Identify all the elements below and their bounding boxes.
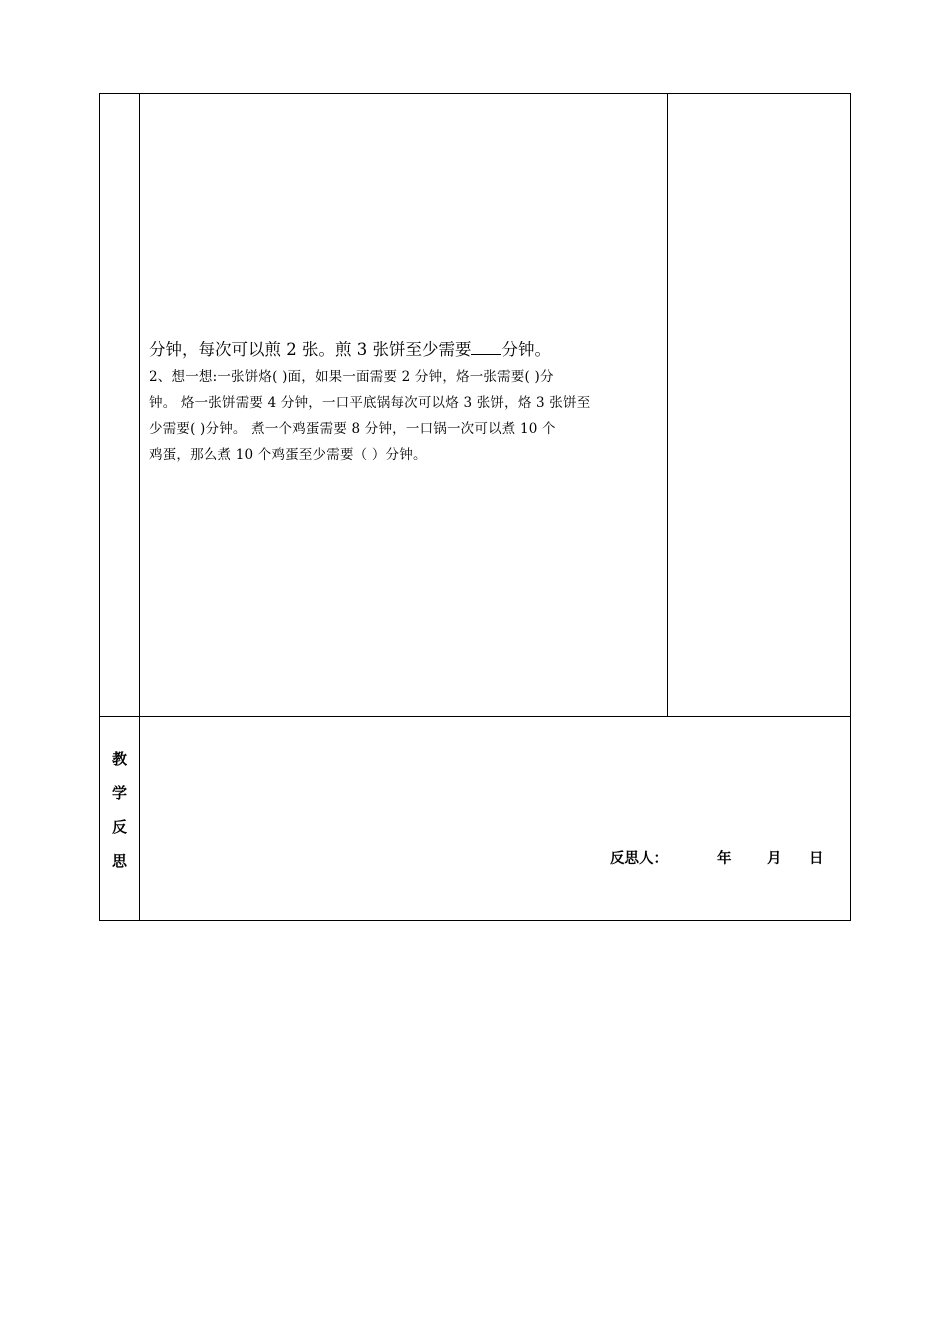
label-char: 学 (111, 784, 127, 802)
answer-blank (471, 338, 501, 355)
table-top-border (99, 93, 851, 94)
table-bottom-border (99, 920, 851, 921)
month-label: 月 (767, 851, 782, 867)
label-char: 教 (111, 750, 127, 768)
exercise-line-1 (149, 337, 661, 363)
label-char: 反 (111, 818, 127, 836)
year-label: 年 (717, 851, 732, 867)
exercise-paragraph-2 (149, 364, 661, 468)
table-notes-column-divider (667, 93, 668, 717)
exercise-line-1-text: 分钟，每次可以煎 2 张。煎 3 张饼至少需要 (149, 340, 472, 359)
paragraph-line: 鸡蛋，那么煮 10 个鸡蛋至少需要（ ）分钟。 (149, 447, 427, 463)
table-label-column-divider (139, 93, 140, 921)
teaching-reflection-label (100, 742, 139, 878)
table-right-border (850, 93, 851, 921)
exercise-content (149, 337, 661, 468)
signer-label: 反思人： (610, 851, 668, 867)
paragraph-line: 钟。 烙一张饼需要 4 分钟，一口平底锅每次可以烙 3 张饼，烙 3 张饼至 (149, 395, 591, 411)
paragraph-line: 2、想一想:一张饼烙( )面，如果一面需要 2 分钟，烙一张需要( )分 (149, 369, 554, 385)
paragraph-line: 少需要( )分钟。 煮一个鸡蛋需要 8 分钟，一口锅一次可以煮 10 个 (149, 421, 556, 437)
table-row-divider (99, 716, 851, 717)
label-char: 思 (111, 852, 127, 870)
exercise-line-1-suffix: 分钟。 (501, 340, 551, 359)
day-label: 日 (809, 851, 824, 867)
